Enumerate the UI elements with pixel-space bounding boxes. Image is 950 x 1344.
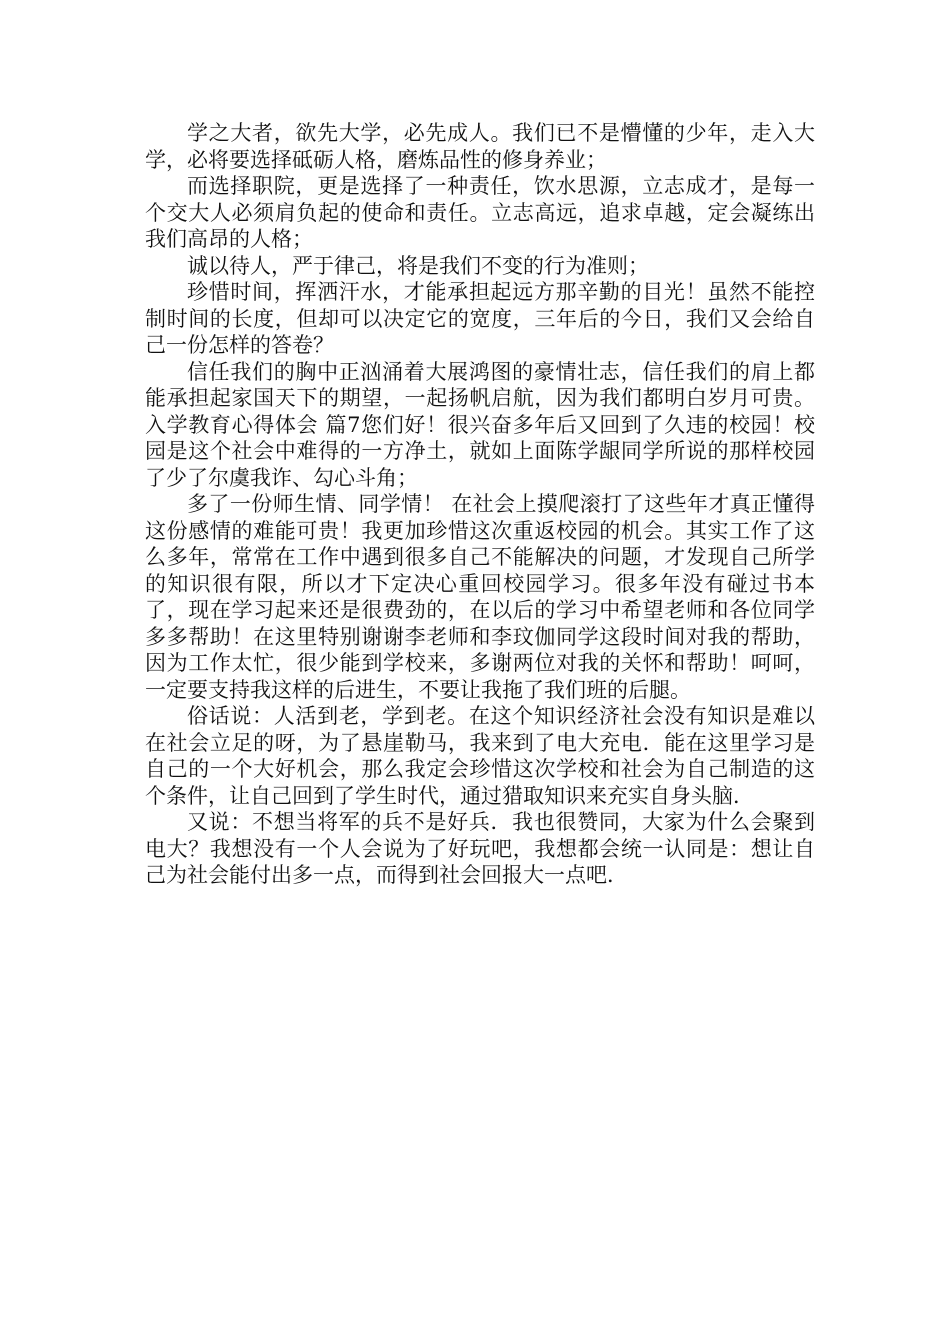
document-body bbox=[145, 120, 815, 889]
paragraph: 而选择职院，更是选择了一种责任，饮水思源，立志成才，是每一个交大人必须肩负起的使命和责任。立志高远，追求卓越，定会凝练出我们高昂的人格； bbox=[145, 174, 815, 251]
paragraph: 学之大者，欲先大学，必先成人。我们已不是懵懂的少年，走入大学，必将要选择砥砺人格，磨炼品性的修身养业； bbox=[145, 121, 815, 172]
paragraph: 多了一份师生情、同学情！ 在社会上摸爬滚打了这些年才真正懂得这份感情的难能可贵！我更加珍惜这次重返校园的机会。其实工作了这么多年，常常在工作中遇到很多自己不能解决的问题，才发现自己所学的知识很有限，所以才下定决心重回校园学习。很多年没有碰过书本了，现在学习起来还是很费劲的，在以后的学习中希望老师和各位同学多多帮助！在这里特别谢谢李老师和李玟伽同学这段时间对我的帮助，因为工作太忙，很少能到学校来，多谢两位对我的关怀和帮助！呵呵，一定要支持我这样的后进生，不要让我拖了我们班的后腿。 bbox=[145, 492, 815, 702]
paragraph: 信任我们的胸中正汹涌着大展鸿图的豪情壮志，信任我们的肩上都能承担起家国天下的期望，一起扬帆启航，因为我们都明白岁月可贵。入学教育心得体会 篇7您们好！很兴奋多年后又回到了久违的校园！校园是这个社会中难得的一方净土，就如上面陈学龈同学所说的那样校园了少了尔虞我诈、勾心斗角； bbox=[145, 359, 815, 490]
paragraph: 又说：不想当将军的兵不是好兵．我也很赞同，大家为什么会聚到电大？我想没有一个人会说为了好玩吧，我想都会统一认同是：想让自己为社会能付出多一点，而得到社会回报大一点吧． bbox=[145, 810, 815, 887]
paragraph: 珍惜时间，挥洒汗水，才能承担起远方那辛勤的目光！虽然不能控制时间的长度，但却可以决定它的宽度，三年后的今日，我们又会给自己一份怎样的答卷？ bbox=[145, 280, 815, 357]
paragraph: 诚以待人，严于律己，将是我们不变的行为准则； bbox=[187, 253, 649, 278]
paragraph: 俗话说：人活到老，学到老。在这个知识经济社会没有知识是难以在社会立足的呀，为了悬崖勒马，我来到了电大充电．能在这里学习是自己的一个大好机会，那么我定会珍惜这次学校和社会为自己制造的这个条件，让自己回到了学生时代，通过猎取知识来充实自身头脑． bbox=[145, 704, 815, 808]
